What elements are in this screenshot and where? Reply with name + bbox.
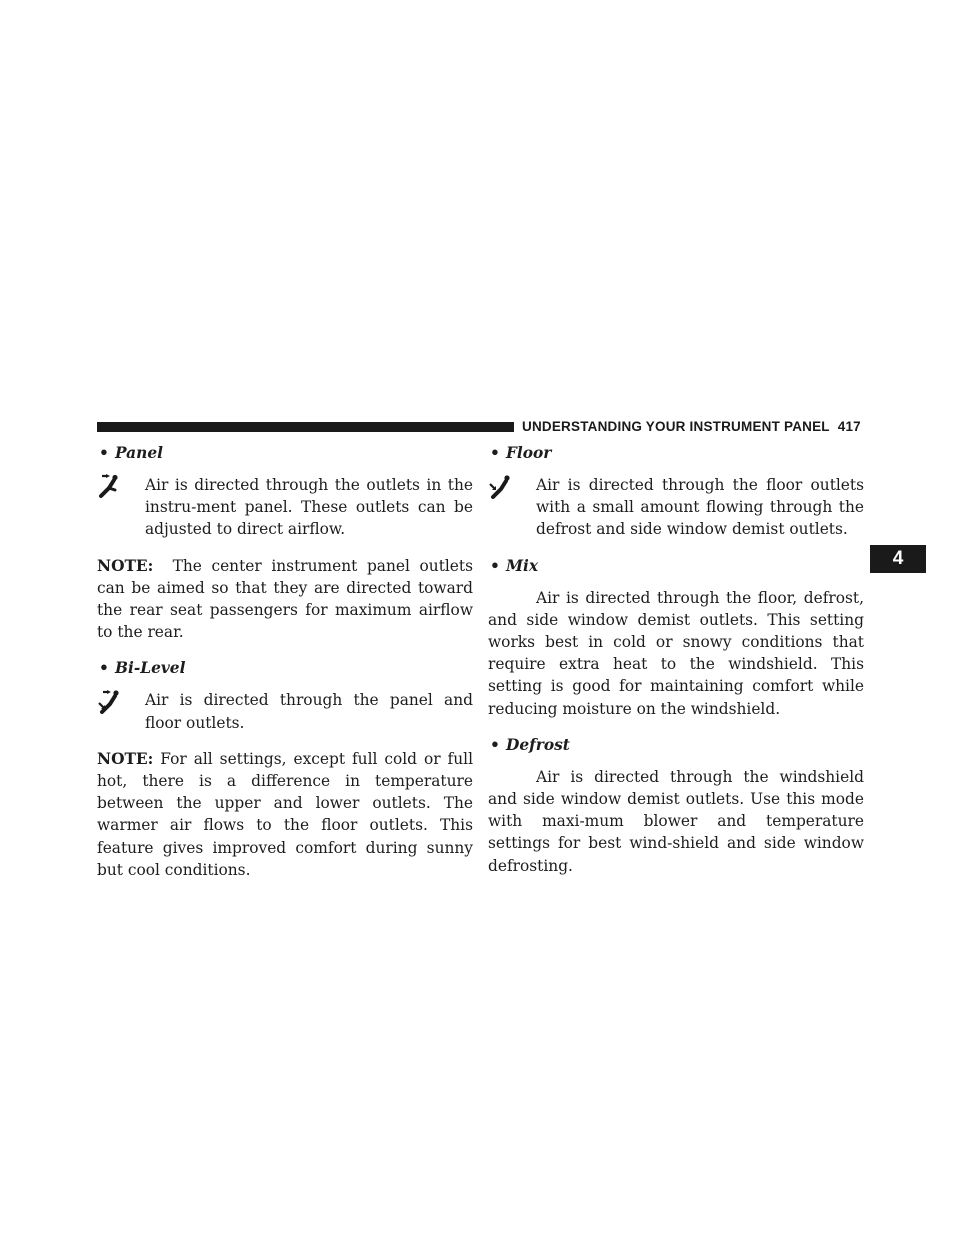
page-number: 417	[837, 419, 861, 434]
floor-description: Air is directed through the floor outlets with a small amount flowing through the defrost and side window demist outlets.	[536, 476, 864, 539]
left-column	[97, 442, 473, 881]
defrost-heading: • Defrost	[490, 735, 570, 754]
bi-level-mode	[97, 689, 473, 733]
panel-heading: • Panel	[99, 444, 163, 462]
right-column	[488, 442, 864, 877]
bi-level-airflow-icon	[97, 689, 123, 715]
floor-airflow-icon	[488, 474, 514, 500]
floor-heading: • Floor	[490, 444, 552, 462]
defrost-description: Air is directed through the windshield and side window demist outlets. Use this mode with maxi-mum blower and temperature settings for best wind-shield and side window defrosting.	[488, 767, 864, 875]
panel-description: Air is directed through the outlets in the instru-ment panel. These outlets can be adjusted to direct airflow.	[145, 476, 473, 539]
bi-level-description: Air is directed through the panel and floor outlets.	[145, 691, 473, 732]
section-title: UNDERSTANDING YOUR INSTRUMENT PANEL	[522, 419, 830, 434]
panel-airflow-icon	[97, 474, 123, 500]
floor-mode	[488, 474, 864, 541]
mix-heading: • Mix	[490, 556, 539, 575]
mix-description: Air is directed through the floor, defrost, and side window demist outlets. This setting works best in cold or snowy conditions that require extra heat to the windshield. This setting is good for maintaining comfort while reducing moisture on the windshield.	[488, 588, 864, 718]
bi-level-heading: • Bi-Level	[99, 659, 186, 678]
note-2: NOTE: For all settings, except full cold or full hot, there is a difference in temperature between the upper and lower outlets. The warmer air flows to the floor outlets. This feature gives improved comfort during sunny but cool conditions.	[97, 749, 473, 879]
panel-mode	[97, 474, 473, 541]
running-header	[522, 418, 864, 436]
note-1: NOTE: The center instrument panel outlets can be aimed so that they are directed toward the rear seat passengers for maximum airflow to the rear.	[97, 556, 473, 642]
header-rule	[97, 422, 514, 432]
chapter-tab: 4	[870, 545, 926, 573]
